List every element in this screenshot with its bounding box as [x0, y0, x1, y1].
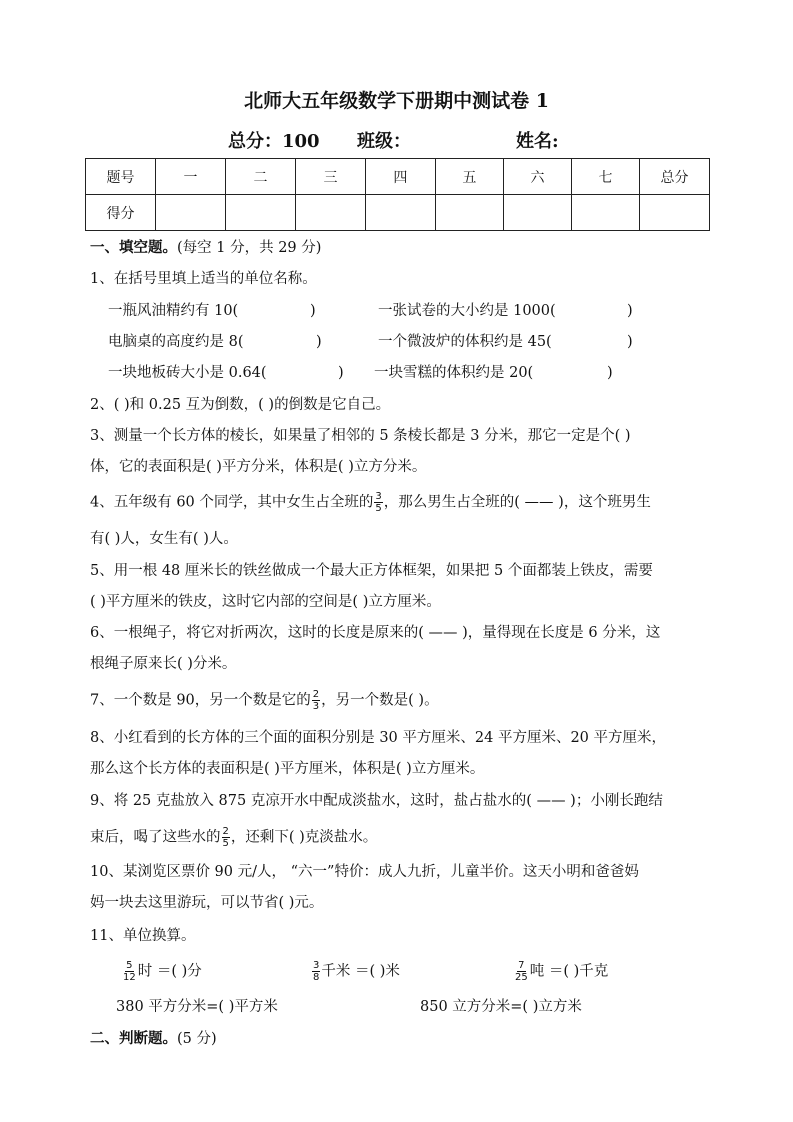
table-cell: 三: [295, 159, 365, 195]
q2: 2、( )和 0.25 互为倒数，( )的倒数是它自己。: [90, 397, 391, 413]
q11-fraction-3: [514, 960, 529, 983]
q4-line-2: 有( )人，女生有( )人。: [90, 531, 238, 547]
q4-text-c: )，这个班男生: [558, 494, 651, 511]
q6-text-b: )，量得现在长度是 6 分米，这: [462, 625, 661, 641]
q1-item-c-close: ): [316, 334, 322, 350]
q1-item-a-close: ): [310, 303, 316, 319]
q11-stem: 11、单位换算。: [90, 928, 196, 944]
section-1-title: 一、填空题。: [90, 239, 177, 256]
q9-fraction: [222, 826, 230, 849]
q11-item-5: 850 立方分米=( )立方米: [420, 999, 582, 1015]
section-2-title: 二、判断题。: [90, 1030, 177, 1047]
fraction-numerator: 2: [222, 826, 229, 837]
q8-line-1: 8、小红看到的长方体的三个面的面积分别是 30 平方厘米、24 平方厘米、20 平方厘米，: [90, 730, 667, 746]
q9-text-a: 9、将 25 克盐放入 875 克凉开水中配成淡盐水，这时，盐占盐水的(: [90, 793, 532, 809]
q1-item-a-text: 一瓶风油精约有 10(: [108, 303, 239, 319]
table-cell: 一: [155, 159, 225, 195]
q9-text-c: 束后，喝了这些水的: [90, 829, 221, 846]
q1-item-f: 一块雪糕的体积约是 20(: [374, 365, 534, 381]
q6-text-a: 6、一根绳子，将它对折两次，这时的长度是原来的(: [90, 625, 424, 641]
q11-fraction-1: [122, 960, 137, 983]
section-2-note: (5 分): [177, 1031, 217, 1047]
q11-item-3: [513, 960, 608, 983]
q5-line-2: ( )平方厘米的铁皮，这时它内部的空间是( )立方厘米。: [90, 594, 441, 610]
table-cell: 七: [571, 159, 639, 195]
section-1-heading: [90, 238, 321, 258]
q3-line-1: 3、测量一个长方体的棱长，如果量了相邻的 5 条棱长都是 3 分米，那它一定是个( ): [90, 428, 631, 444]
q1-item-f-close: ): [607, 365, 613, 381]
q9-text-b: )；小刚长跑结: [570, 793, 663, 809]
score-table-score-row: [86, 195, 710, 231]
name-label: 姓名:: [516, 131, 559, 152]
table-cell: 总分: [639, 159, 709, 195]
fraction-denominator: 5: [222, 838, 229, 849]
score-cell: [225, 195, 295, 231]
fraction-denominator: 12: [123, 972, 136, 983]
q4-text-a: 4、五年级有 60 个同学，其中女生占全班的: [90, 494, 374, 511]
fraction-numerator: 5: [126, 960, 133, 971]
q4-fraction: [374, 491, 382, 514]
q1-item-e: 一块地板砖大小是 0.64(: [108, 365, 267, 381]
score-cell: [503, 195, 571, 231]
fraction-denominator: 5: [375, 503, 382, 514]
total-score: 总分：100: [228, 131, 320, 152]
fraction-blank: ——: [428, 625, 458, 641]
q1-stem: 1、在括号里填上适当的单位名称。: [90, 271, 317, 287]
fraction-blank: ——: [524, 494, 554, 511]
q7-fraction: [312, 689, 320, 712]
score-cell: [571, 195, 639, 231]
fraction-numerator: 2: [312, 689, 320, 700]
q4-text-b: ，那么男生占全班的(: [383, 494, 520, 511]
q9-text-d: ，还剩下( )克淡盐水。: [230, 829, 378, 846]
q6-line-2: 根绳子原来长( )分米。: [90, 656, 237, 672]
score-table-header-row: [86, 159, 710, 195]
q6-line-1: [90, 623, 660, 643]
table-cell: 四: [365, 159, 435, 195]
table-cell: 题号: [86, 159, 156, 195]
page-title: 北师大五年级数学下册期中测试卷 1: [244, 90, 549, 112]
section-1-note: (每空 1 分，共 29 分): [177, 240, 322, 256]
table-cell: 六: [503, 159, 571, 195]
score-table: [85, 158, 710, 231]
q1-item-e-close: ): [338, 365, 344, 381]
score-cell: [295, 195, 365, 231]
q10-line-1: 10、某浏览区票价 90 元/人， “六一”特价：成人九折，儿童半价。这天小明和爸爸妈: [90, 864, 639, 880]
q7-text-a: 7、一个数是 90，另一个数是它的: [90, 692, 311, 709]
q7: [90, 689, 439, 712]
q10-line-2: 妈一块去这里游玩，可以节省( )元。: [90, 895, 324, 911]
q9-line-1: [90, 791, 663, 811]
score-cell: [365, 195, 435, 231]
q1-item-c: 电脑桌的高度约是 8(: [108, 334, 244, 350]
q5-line-1: 5、用一根 48 厘米长的铁丝做成一个最大正方体框架，如果把 5 个面都装上铁皮，需要: [90, 563, 653, 579]
score-cell: [639, 195, 709, 231]
q1-item-b-close: ): [627, 303, 633, 319]
fraction-numerator: 7: [518, 960, 525, 971]
q1-item-d-close: ): [627, 334, 633, 350]
q11-fraction-2: [312, 960, 320, 983]
table-cell: 得分: [86, 195, 156, 231]
class-label: 班级：: [357, 131, 411, 152]
q11-item-2: [311, 960, 400, 983]
score-cell: [155, 195, 225, 231]
fraction-denominator: 3: [312, 701, 320, 712]
q3-line-2: 体，它的表面积是( )平方分米，体积是( )立方分米。: [90, 459, 427, 475]
fraction-denominator: 25: [515, 972, 528, 983]
fraction-blank: ——: [536, 793, 566, 809]
q1-item-b: 一张试卷的大小约是 1000(: [378, 303, 556, 319]
q11-item-4: 380 平方分米=( )平方米: [116, 999, 278, 1015]
q11-item-3-text: 吨 ＝( )千克: [529, 963, 609, 980]
q11-item-1: [121, 960, 202, 983]
section-2-heading: [90, 1029, 217, 1049]
fraction-numerator: 3: [313, 960, 320, 971]
q7-text-b: ，另一个数是( )。: [321, 692, 439, 709]
q11-item-1-text: 时 ＝( )分: [137, 963, 202, 980]
q8-line-2: 那么这个长方体的表面积是( )平方厘米，体积是( )立方厘米。: [90, 761, 485, 777]
score-cell: [435, 195, 503, 231]
q1-item-d: 一个微波炉的体积约是 45(: [378, 334, 552, 350]
fraction-denominator: 8: [313, 972, 320, 983]
q4-line-1: [90, 491, 651, 514]
table-cell: 五: [435, 159, 503, 195]
q9-line-2: [90, 826, 377, 849]
q1-item-a: [108, 301, 238, 321]
fraction-numerator: 3: [375, 491, 382, 502]
q11-item-2-text: 千米 ＝( )米: [321, 963, 400, 980]
table-cell: 二: [225, 159, 295, 195]
